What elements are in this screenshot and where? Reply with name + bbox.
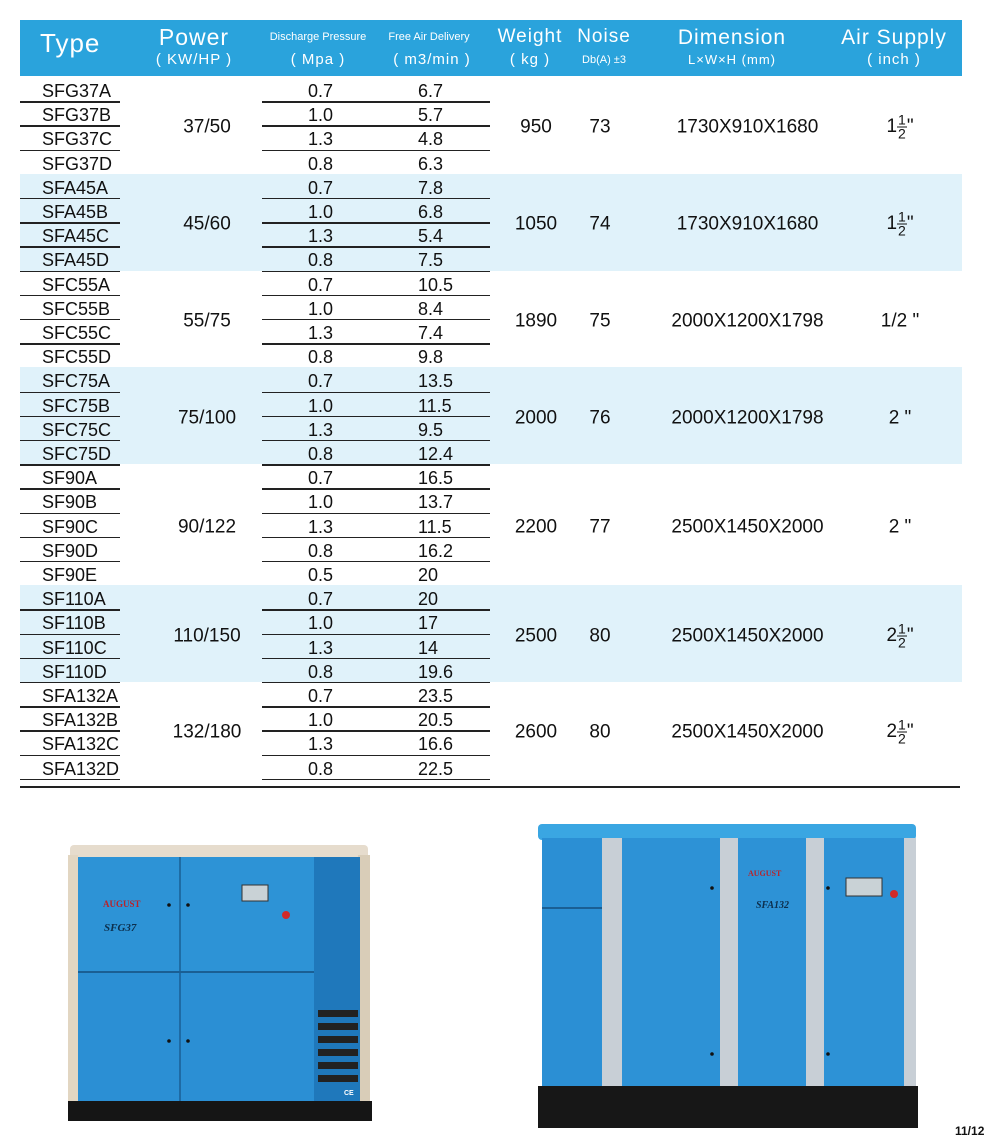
air-supply-text: 2 " [888, 516, 912, 538]
row-rule [20, 416, 120, 417]
pressure-cell: 1.3 [308, 734, 334, 755]
fraction-denominator: 2 [898, 634, 906, 651]
pressure-cell: 1.0 [308, 710, 334, 731]
row-rule [20, 150, 120, 151]
model-type-cell: SFA45D [42, 250, 110, 271]
sfa132-brand-logo: AUGUST [748, 869, 782, 878]
header-noise-unit: Db(A) ±3 [582, 54, 626, 66]
power-cell: 55/75 [183, 310, 231, 332]
pressure-cell: 1.0 [308, 298, 334, 319]
row-rule [262, 634, 490, 635]
weight-cell: 2500 [514, 625, 558, 647]
fad-cell: 20 [418, 589, 439, 610]
model-type-cell: SFC75D [42, 444, 112, 464]
air-supply-fraction [897, 208, 907, 239]
header-power: Power [158, 24, 230, 50]
model-type-cell: SFA45C [42, 226, 110, 247]
pressure-cell: 0.8 [308, 540, 334, 561]
sfg37-brand-logo: AUGUST [103, 899, 141, 909]
weight-cell: 2600 [514, 721, 558, 743]
power-cell: 45/60 [183, 213, 231, 235]
row-rule [262, 706, 490, 707]
pressure-cell: 1.3 [308, 419, 334, 440]
model-type-cell: SF90B [42, 492, 98, 513]
row-rule [262, 295, 490, 296]
air-supply-whole: 2 [886, 624, 898, 646]
power-cell: 75/100 [177, 407, 237, 429]
fad-cell: 6.7 [418, 81, 444, 101]
dimension-cell: 1730X910X1680 [676, 116, 819, 138]
air-supply-cell [860, 208, 940, 239]
fraction-denominator: 2 [898, 222, 906, 239]
pressure-cell: 0.7 [308, 589, 334, 610]
row-rule [262, 779, 490, 780]
fad-cell: 7.4 [418, 323, 444, 343]
fad-cell: 16.2 [418, 540, 454, 561]
header-air-supply: Air Supply [841, 26, 947, 49]
air-supply-cell [860, 312, 940, 331]
model-type-cell: SF90C [42, 516, 99, 537]
dimension-cell: 2000X1200X1798 [671, 310, 824, 332]
model-type-cell: SFA132B [42, 710, 119, 731]
fraction-denominator: 2 [898, 125, 906, 142]
model-type-cell: SFA132C [42, 734, 120, 755]
fad-cell: 9.5 [418, 419, 444, 440]
header-dimension-unit: L×W×H (mm) [688, 52, 776, 67]
fad-cell: 4.8 [418, 129, 444, 150]
model-type-cell: SFC75B [42, 395, 111, 416]
fad-cell: 16.6 [418, 734, 454, 755]
table-bottom-rule [20, 786, 960, 788]
inch-mark: " [906, 721, 914, 743]
header-discharge-pressure: Discharge Pressure [269, 31, 367, 43]
fad-cell: 5.4 [418, 226, 444, 247]
fad-cell: 11.5 [418, 516, 452, 537]
pressure-cell: 0.8 [308, 347, 334, 368]
model-type-cell: SFG37A [42, 81, 112, 101]
pressure-cell: 0.7 [308, 274, 334, 295]
header-dimension: Dimension [677, 26, 787, 49]
noise-cell: 80 [589, 625, 611, 647]
fad-cell: 17 [418, 613, 439, 634]
noise-cell: 75 [589, 310, 611, 332]
row-rule [20, 440, 120, 441]
pressure-cell: 0.8 [308, 661, 334, 682]
air-supply-whole: 1 [886, 116, 898, 138]
row-rule [262, 561, 490, 562]
row-rule [262, 537, 490, 538]
header-discharge-unit: ( Mpa ) [290, 51, 346, 68]
inch-mark: " [906, 624, 914, 646]
pressure-cell: 0.7 [308, 177, 334, 198]
row-rule [262, 755, 490, 756]
row-rule [262, 488, 490, 489]
model-type-cell: SFA132A [42, 686, 119, 706]
weight-cell: 950 [520, 116, 552, 138]
fad-cell: 23.5 [418, 686, 454, 706]
row-rule [20, 779, 120, 780]
dimension-cell: 2500X1450X2000 [671, 625, 824, 647]
fad-cell: 20.5 [418, 710, 454, 731]
pressure-cell: 0.8 [308, 153, 334, 174]
pressure-cell: 1.0 [308, 492, 334, 513]
noise-cell: 77 [589, 516, 611, 538]
row-rule [262, 150, 490, 151]
model-type-cell: SFG37C [42, 129, 113, 150]
row-rule [20, 706, 120, 707]
fad-cell: 14 [418, 637, 439, 658]
row-rule [20, 755, 120, 756]
fraction-numerator: 1 [898, 716, 906, 733]
page-number: 11/12 [955, 1124, 985, 1138]
dimension-cell: 2500X1450X2000 [671, 516, 824, 538]
fad-cell: 7.8 [418, 177, 444, 198]
table-header [20, 20, 962, 76]
row-rule [262, 609, 490, 610]
row-rule [20, 319, 120, 320]
fad-cell: 6.8 [418, 202, 444, 222]
row-rule [20, 730, 120, 731]
row-rule [262, 343, 490, 344]
header-power-unit: ( KW/HP ) [155, 51, 233, 68]
row-rule [262, 198, 490, 199]
fraction-numerator: 1 [898, 111, 906, 128]
model-type-cell: SF90A [42, 468, 98, 489]
pressure-cell: 1.3 [308, 129, 334, 150]
pressure-cell: 1.3 [308, 323, 334, 343]
fad-cell: 16.5 [418, 468, 454, 489]
ce-mark: CE [344, 1090, 354, 1097]
sfg37-compressor-image [66, 845, 372, 1123]
model-type-cell: SF110D [42, 661, 107, 682]
fad-cell: 7.5 [418, 250, 444, 271]
pressure-cell: 1.3 [308, 637, 334, 658]
header-type: Type [40, 28, 101, 58]
model-type-cell: SF90E [42, 565, 98, 585]
dimension-cell: 2000X1200X1798 [671, 407, 824, 429]
sfa132-compressor-image [536, 824, 918, 1130]
model-type-cell: SFG37B [42, 105, 112, 126]
pressure-cell: 0.7 [308, 686, 334, 706]
pressure-cell: 0.7 [308, 81, 334, 101]
model-type-cell: SFC55C [42, 323, 112, 343]
pressure-cell: 0.8 [308, 444, 334, 464]
noise-cell: 80 [589, 721, 611, 743]
model-type-cell: SFA45A [42, 177, 109, 198]
model-type-cell: SF110A [42, 589, 106, 610]
row-rule [262, 392, 490, 393]
row-rule [20, 222, 120, 223]
row-rule [20, 513, 120, 514]
weight-cell: 1890 [514, 310, 558, 332]
fad-cell: 8.4 [418, 298, 444, 319]
row-rule [20, 658, 120, 659]
header-weight: Weight [497, 26, 563, 47]
air-supply-fraction [897, 622, 907, 649]
fad-cell: 6.3 [418, 153, 444, 174]
air-supply-whole: 2 [886, 721, 898, 743]
row-rule [20, 561, 120, 562]
row-rule [262, 416, 490, 417]
weight-cell: 2200 [514, 516, 558, 538]
pressure-cell: 1.3 [308, 226, 334, 247]
row-rule [20, 295, 120, 296]
fad-cell: 5.7 [418, 105, 444, 126]
model-type-cell: SFC55A [42, 274, 111, 295]
model-type-cell: SFC75A [42, 371, 111, 392]
fad-cell: 9.8 [418, 347, 444, 368]
power-cell: 132/180 [172, 721, 242, 743]
row-rule [262, 222, 490, 223]
pressure-cell: 0.7 [308, 371, 334, 392]
weight-cell: 2000 [514, 407, 558, 429]
pressure-cell: 1.0 [308, 395, 334, 416]
model-type-cell: SF110B [42, 613, 106, 634]
fad-cell: 13.7 [418, 492, 454, 513]
row-rule [262, 730, 490, 731]
header-noise: Noise [577, 26, 631, 47]
row-rule [262, 658, 490, 659]
air-supply-whole: 1 [886, 213, 898, 235]
air-supply-cell [860, 408, 940, 427]
model-type-cell: SF110C [42, 637, 107, 658]
pressure-cell: 1.3 [308, 516, 334, 537]
pressure-cell: 1.0 [308, 202, 334, 222]
header-free-air-delivery: Free Air Delivery [388, 31, 470, 43]
air-supply-fraction [897, 111, 907, 142]
row-rule [20, 198, 120, 199]
header-fad-unit: ( m3/min ) [393, 51, 471, 68]
row-rule [20, 125, 120, 126]
air-supply-cell [860, 622, 940, 649]
noise-cell: 73 [589, 116, 611, 138]
noise-cell: 74 [589, 213, 611, 235]
row-rule [20, 488, 120, 489]
pressure-cell: 1.0 [308, 105, 334, 126]
fraction-numerator: 1 [898, 208, 906, 225]
fad-cell: 11.5 [418, 395, 452, 416]
pressure-cell: 0.8 [308, 758, 334, 779]
row-rule [262, 125, 490, 126]
inch-mark: " [906, 213, 914, 235]
power-cell: 110/150 [173, 625, 241, 647]
row-rule [20, 609, 120, 610]
fraction-denominator: 2 [898, 730, 906, 747]
power-cell: 90/122 [177, 516, 237, 538]
row-rule [262, 513, 490, 514]
fad-cell: 13.5 [418, 371, 454, 392]
fad-cell: 20 [418, 565, 439, 585]
model-type-cell: SFA45B [42, 202, 109, 222]
pressure-cell: 0.8 [308, 250, 334, 271]
pressure-cell: 1.0 [308, 613, 334, 634]
model-type-cell: SF90D [42, 540, 99, 561]
pressure-cell: 0.7 [308, 468, 334, 489]
row-rule [20, 537, 120, 538]
fad-cell: 12.4 [418, 444, 454, 464]
model-type-cell: SFC75C [42, 419, 112, 440]
fad-cell: 22.5 [418, 758, 454, 779]
row-rule [262, 319, 490, 320]
sfa132-model-label: SFA132 [756, 900, 789, 911]
row-rule [20, 343, 120, 344]
fraction-numerator: 1 [898, 620, 906, 637]
model-type-cell: SFC55D [42, 347, 112, 368]
weight-cell: 1050 [514, 213, 558, 235]
air-supply-text: 1/2 " [880, 310, 920, 332]
row-rule [20, 392, 120, 393]
model-type-cell: SFC55B [42, 298, 111, 319]
inch-mark: " [906, 116, 914, 138]
row-rule [262, 440, 490, 441]
air-supply-fraction [897, 716, 907, 747]
dimension-cell: 2500X1450X2000 [671, 721, 824, 743]
row-rule [262, 246, 490, 247]
air-supply-cell [860, 517, 940, 536]
dimension-cell: 1730X910X1680 [676, 213, 819, 235]
row-rule [20, 246, 120, 247]
sfg37-model-label: SFG37 [104, 922, 137, 934]
header-weight-unit: ( kg ) [509, 51, 551, 68]
row-rule [20, 634, 120, 635]
power-cell: 37/50 [183, 116, 231, 138]
row-rule [262, 101, 490, 102]
noise-cell: 76 [589, 407, 611, 429]
air-supply-cell [860, 716, 940, 747]
row-rule [20, 101, 120, 102]
air-supply-text: 2 " [888, 407, 912, 429]
model-type-cell: SFG37D [42, 153, 113, 174]
fad-cell: 10.5 [418, 274, 454, 295]
pressure-cell: 0.5 [308, 565, 334, 585]
fad-cell: 19.6 [418, 661, 454, 682]
air-supply-cell [860, 111, 940, 142]
model-type-cell: SFA132D [42, 758, 120, 779]
header-air-supply-unit: ( inch ) [867, 51, 921, 68]
